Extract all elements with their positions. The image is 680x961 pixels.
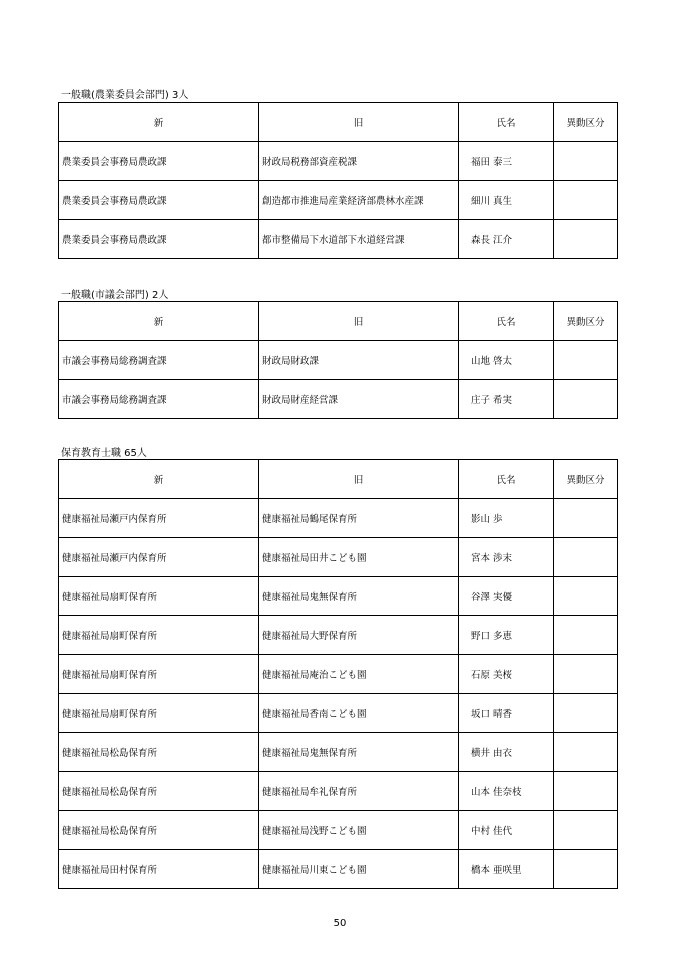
cell-name: 山本 佳奈枝 xyxy=(459,772,554,811)
header-name: 氏名 xyxy=(459,460,554,499)
cell-name: 森長 江介 xyxy=(459,220,554,259)
cell-new-position: 健康福祉局扇町保育所 xyxy=(59,577,259,616)
cell-transfer-type xyxy=(554,220,618,259)
table-row xyxy=(59,220,618,259)
cell-old-position: 健康福祉局庵治こども園 xyxy=(259,655,459,694)
table-row xyxy=(59,616,618,655)
cell-old-position: 健康福祉局鬼無保育所 xyxy=(259,733,459,772)
cell-new-position: 健康福祉局瀬戸内保育所 xyxy=(59,499,259,538)
header-name: 氏名 xyxy=(459,302,554,341)
cell-transfer-type xyxy=(554,811,618,850)
table-row xyxy=(59,380,618,419)
section-caption: 一般職(農業委員会部門) 3人 xyxy=(61,90,189,101)
header-old: 旧 xyxy=(259,460,459,499)
cell-old-position: 健康福祉局牟礼保育所 xyxy=(259,772,459,811)
cell-new-position: 健康福祉局扇町保育所 xyxy=(59,616,259,655)
cell-old-position: 健康福祉局鬼無保育所 xyxy=(259,577,459,616)
cell-name: 影山 歩 xyxy=(459,499,554,538)
cell-name: 山地 啓太 xyxy=(459,341,554,380)
cell-transfer-type xyxy=(554,577,618,616)
table-row xyxy=(59,850,618,889)
table-row xyxy=(59,181,618,220)
cell-transfer-type xyxy=(554,538,618,577)
cell-transfer-type xyxy=(554,694,618,733)
transfer-table xyxy=(58,301,618,419)
cell-transfer-type xyxy=(554,733,618,772)
header-new: 新 xyxy=(59,103,259,142)
section-caption: 保育教育士職 65人 xyxy=(61,448,147,459)
header-new: 新 xyxy=(59,302,259,341)
cell-name: 橋本 亜咲里 xyxy=(459,850,554,889)
table-row xyxy=(59,538,618,577)
header-old: 旧 xyxy=(259,103,459,142)
cell-transfer-type xyxy=(554,655,618,694)
cell-name: 谷澤 実優 xyxy=(459,577,554,616)
cell-name: 中村 佳代 xyxy=(459,811,554,850)
cell-transfer-type xyxy=(554,341,618,380)
cell-old-position: 健康福祉局大野保育所 xyxy=(259,616,459,655)
cell-transfer-type xyxy=(554,380,618,419)
cell-new-position: 健康福祉局松島保育所 xyxy=(59,811,259,850)
cell-old-position: 健康福祉局川東こども園 xyxy=(259,850,459,889)
cell-name: 石原 美桜 xyxy=(459,655,554,694)
page-number: 50 xyxy=(333,918,347,929)
transfer-table xyxy=(58,102,618,259)
table-row xyxy=(59,577,618,616)
table-row xyxy=(59,499,618,538)
cell-transfer-type xyxy=(554,499,618,538)
table-row xyxy=(59,733,618,772)
table-row xyxy=(59,811,618,850)
header-transfer-type: 異動区分 xyxy=(554,103,618,142)
section-caption: 一般職(市議会部門) 2人 xyxy=(61,290,169,301)
header-old: 旧 xyxy=(259,302,459,341)
cell-name: 横井 由衣 xyxy=(459,733,554,772)
cell-old-position: 健康福祉局鶴尾保育所 xyxy=(259,499,459,538)
cell-transfer-type xyxy=(554,181,618,220)
cell-new-position: 健康福祉局瀬戸内保育所 xyxy=(59,538,259,577)
cell-old-position: 健康福祉局田井こども園 xyxy=(259,538,459,577)
cell-old-position: 財政局税務部資産税課 xyxy=(259,142,459,181)
header-transfer-type: 異動区分 xyxy=(554,302,618,341)
cell-old-position: 財政局財産経営課 xyxy=(259,380,459,419)
cell-old-position: 健康福祉局香南こども園 xyxy=(259,694,459,733)
cell-name: 野口 多恵 xyxy=(459,616,554,655)
cell-new-position: 農業委員会事務局農政課 xyxy=(59,220,259,259)
cell-name: 庄子 希実 xyxy=(459,380,554,419)
cell-name: 細川 真生 xyxy=(459,181,554,220)
cell-name: 福田 泰三 xyxy=(459,142,554,181)
cell-old-position: 健康福祉局浅野こども園 xyxy=(259,811,459,850)
transfer-table xyxy=(58,459,618,889)
cell-transfer-type xyxy=(554,850,618,889)
cell-name: 宮本 渉末 xyxy=(459,538,554,577)
cell-transfer-type xyxy=(554,142,618,181)
cell-new-position: 健康福祉局松島保育所 xyxy=(59,772,259,811)
table-row xyxy=(59,655,618,694)
header-name: 氏名 xyxy=(459,103,554,142)
cell-new-position: 農業委員会事務局農政課 xyxy=(59,142,259,181)
cell-new-position: 農業委員会事務局農政課 xyxy=(59,181,259,220)
cell-new-position: 健康福祉局扇町保育所 xyxy=(59,655,259,694)
table-row xyxy=(59,772,618,811)
cell-transfer-type xyxy=(554,616,618,655)
cell-new-position: 健康福祉局松島保育所 xyxy=(59,733,259,772)
header-new: 新 xyxy=(59,460,259,499)
cell-new-position: 市議会事務局総務調査課 xyxy=(59,341,259,380)
header-row xyxy=(59,460,618,499)
table-row xyxy=(59,694,618,733)
header-transfer-type: 異動区分 xyxy=(554,460,618,499)
cell-name: 坂口 晴香 xyxy=(459,694,554,733)
cell-old-position: 都市整備局下水道部下水道経営課 xyxy=(259,220,459,259)
table-row xyxy=(59,341,618,380)
cell-old-position: 創造都市推進局産業経済部農林水産課 xyxy=(259,181,459,220)
header-row xyxy=(59,302,618,341)
cell-transfer-type xyxy=(554,772,618,811)
header-row xyxy=(59,103,618,142)
cell-new-position: 市議会事務局総務調査課 xyxy=(59,380,259,419)
cell-new-position: 健康福祉局扇町保育所 xyxy=(59,694,259,733)
cell-old-position: 財政局財政課 xyxy=(259,341,459,380)
cell-new-position: 健康福祉局田村保育所 xyxy=(59,850,259,889)
table-row xyxy=(59,142,618,181)
